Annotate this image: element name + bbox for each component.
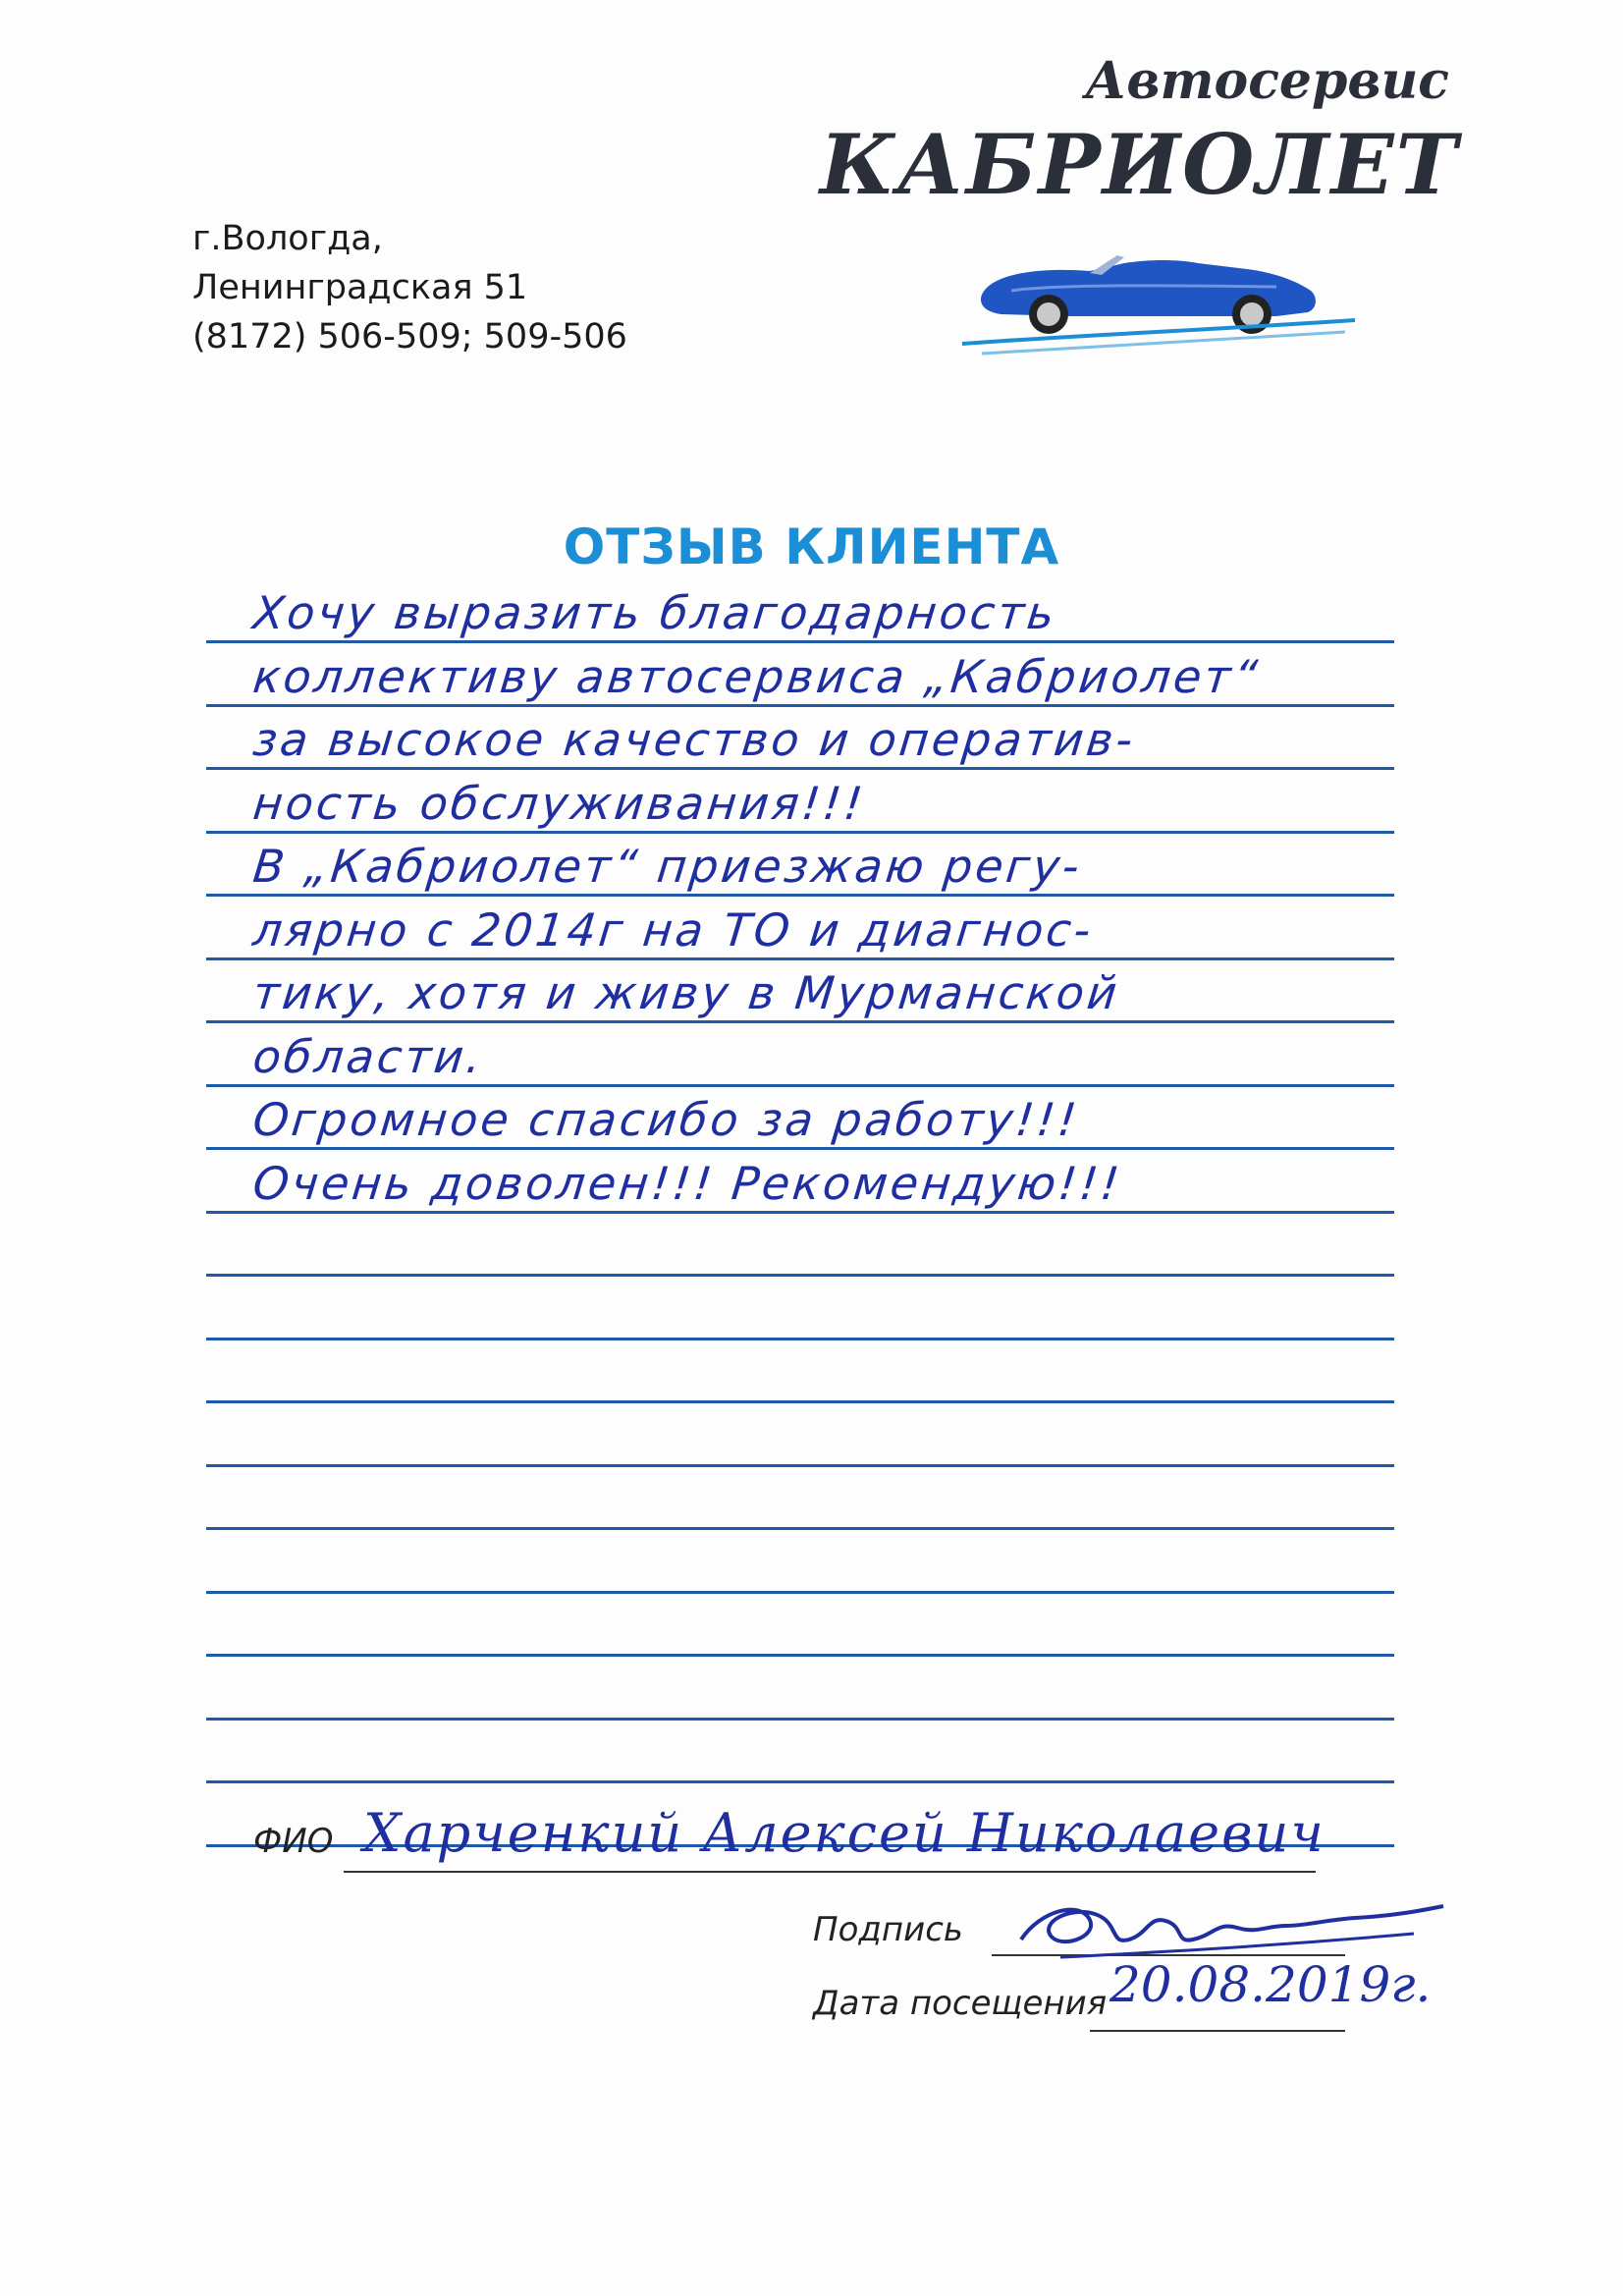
review-line: Хочу выразить благодарность [250, 586, 1060, 639]
review-line: Огромное спасибо за работу!!! [250, 1093, 1082, 1146]
address-block [192, 214, 627, 361]
fio-value: Харченкий Алексей Николаевич [363, 1802, 1325, 1864]
signature-label: Подпись [813, 1910, 963, 1949]
convertible-car-logo-icon [952, 234, 1365, 361]
address-phones: (8172) 506-509; 509-506 [192, 317, 627, 356]
review-line: лярно с 2014г на ТО и диагнос- [250, 902, 1097, 957]
review-line: за высокое качество и оператив- [250, 713, 1139, 766]
ruled-line [206, 1718, 1394, 1721]
visit-date-value: 20.08.2019г. [1109, 1956, 1432, 2013]
ruled-line [206, 1464, 1394, 1467]
fio-label: ФИО [253, 1822, 334, 1861]
visit-date-label: Дата посещения [813, 1984, 1108, 2023]
ruled-line [206, 1338, 1394, 1340]
brand-name: КАБРИОЛЕТ [820, 116, 1460, 213]
visit-date-underline [1090, 2030, 1345, 2032]
brand-subtitle: Автосервис [1085, 51, 1449, 111]
handwritten-review [250, 581, 1432, 1215]
ruled-line [206, 1591, 1394, 1594]
ruled-line [206, 1527, 1394, 1530]
address-street: Ленинградская 51 [192, 268, 528, 307]
review-line: Очень доволен!!! Рекомендую!!! [250, 1156, 1125, 1210]
ruled-line [206, 1400, 1394, 1403]
ruled-line [206, 1780, 1394, 1783]
form-title: ОТЗЫВ КЛИЕНТА [563, 519, 1060, 575]
review-line: коллективу автосервиса „Кабриолет“ [250, 649, 1264, 703]
ruled-line [206, 1274, 1394, 1277]
review-line: ность обслуживания!!! [250, 776, 868, 830]
review-line: В „Кабриолет“ приезжаю регу- [250, 840, 1085, 893]
ruled-line [206, 1654, 1394, 1657]
review-line: области. [250, 1029, 487, 1083]
review-line: тику, хотя и живу в Мурманской [250, 966, 1123, 1019]
address-city: г.Вологда, [192, 219, 383, 258]
